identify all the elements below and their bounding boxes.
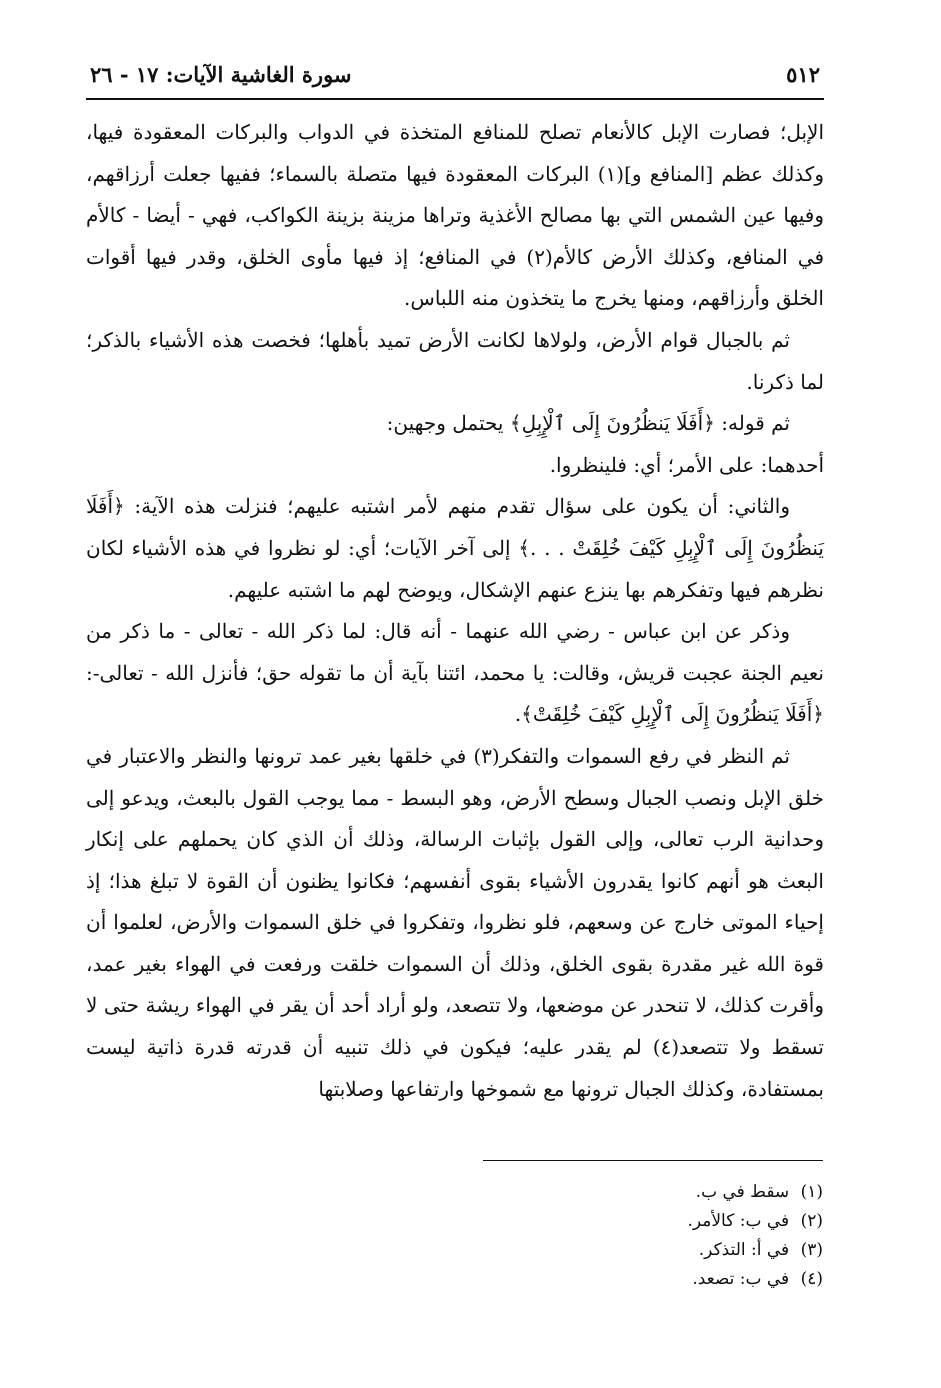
footnote-number: (٣) bbox=[800, 1240, 823, 1260]
footnote bbox=[323, 1178, 823, 1207]
paragraph: والثاني: أن يكون على سؤال تقدم منهم لأمر اشتبه عليهم؛ فنزلت هذه الآية: ﴿أَفَلَا يَنظُرُونَ إِلَى ٱلْإِبِلِ كَيْفَ خُلِقَتْ . . .﴾ إلى آخر الآيات؛ أي: لو نظروا في هذه الأشياء لكان نظرهم فيها وتفكرهم بها ينزع عنهم الإشكال، ويوضح لهم ما اشتبه عليهم. bbox=[86, 494, 824, 602]
footnote bbox=[323, 1265, 823, 1294]
paragraph: الإبل؛ فصارت الإبل كالأنعام تصلح للمنافع المتخذة في الدواب والبركات المعقودة فيها، وكذلك عظم [المنافع و](١) البركات المعقودة فيها متصلة بالسماء؛ ففيها جعلت أرزاقهم، وفيها عين الشمس التي بها مصالح الأغذية وتراها مزينة بزينة الكواكب، فهي - أيضا - كالأم في المنافع، وكذلك الأرض كالأم(٢) في المنافع؛ إذ فيها مأوى الخلق، وقدر فيها أقوات الخلق وأرزاقهم، ومنها يخرج ما يتخذون منه اللباس. bbox=[86, 120, 825, 311]
footnote-text: في ب: كالأمر. bbox=[687, 1211, 790, 1231]
footnote-number: (١) bbox=[800, 1182, 823, 1202]
footnote-text: سقط في ب. bbox=[695, 1182, 790, 1202]
page-header bbox=[86, 58, 824, 100]
paragraph: ثم قوله: ﴿أَفَلَا يَنظُرُونَ إِلَى ٱلْإِبِلِ﴾ يحتمل وجهين: bbox=[386, 411, 790, 436]
footnote-text: في أ: التذكر. bbox=[698, 1240, 790, 1260]
main-text bbox=[86, 112, 824, 1110]
footnote-number: (٢) bbox=[800, 1211, 823, 1231]
footnote bbox=[323, 1236, 823, 1265]
footnotes bbox=[323, 1178, 823, 1294]
footnote-separator bbox=[483, 1160, 823, 1161]
paragraph: وذكر عن ابن عباس - رضي الله عنهما - أنه قال: لما ذكر الله - تعالى - ما ذكر من نعيم الجنة عجبت قريش، وقالت: يا محمد، ائتنا بآية أن ما تقوله حق؛ فأنزل الله - تعالى-: ﴿أَفَلَا يَنظُرُونَ إِلَى ٱلْإِبِلِ كَيْفَ خُلِقَتْ﴾. bbox=[86, 619, 824, 727]
footnote-number: (٤) bbox=[800, 1269, 823, 1289]
page-number: ٥١٢ bbox=[786, 62, 820, 87]
footnote-text: في ب: تصعد. bbox=[692, 1269, 790, 1289]
paragraph: ثم بالجبال قوام الأرض، ولولاها لكانت الأرض تميد بأهلها؛ فخصت هذه الأشياء بالذكر؛ لما ذكرنا. bbox=[86, 327, 824, 394]
paragraph: ثم النظر في رفع السموات والتفكر(٣) في خلقها بغير عمد ترونها والنظر والاعتبار في خلق الإبل ونصب الجبال وسطح الأرض، وهو البسط - مما يوجب القول بالبعث، ويدعو إلى وحدانية الرب تعالى، وإلى القول بإثبات الرسالة، وذلك أن الذي كان يحملهم على إنكار البعث هو أنهم كانوا يقدرون الأشياء بقوى أنفسهم؛ فكانوا يظنون أن القوة لا تبلغ هذا؛ إذ إحياء الموتى خارج عن وسعهم، فلو نظروا، وتفكروا في خلق السموات والأرض، لعلموا أن قوة الله غير مقدرة بقوى الخلق، وذلك أن السموات خلقت ورفعت في الهواء بغير عمد، وأقرت كذلك، لا تنحدر عن موضعها، ولا تتصعد، ولو أراد أحد أن يقر في الهواء ريشة حتى لا تسقط ولا تتصعد(٤) لم يقدر عليه؛ فيكون في ذلك تنبيه أن قدرته قدرة ذاتية ليست بمستفادة، وكذلك الجبال ترونها مع شموخها وارتفاعها وصلابتها bbox=[86, 743, 824, 1101]
footnote bbox=[323, 1207, 823, 1236]
paragraph: أحدهما: على الأمر؛ أي: فلينظروا. bbox=[549, 452, 824, 477]
running-title: سورة الغاشية الآيات: ١٧ - ٢٦ bbox=[90, 62, 352, 87]
